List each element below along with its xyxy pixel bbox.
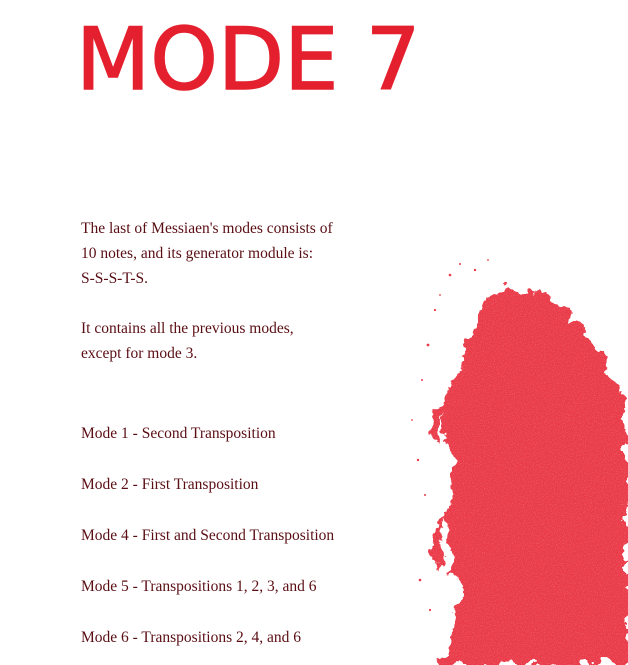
page-title: MODE 7	[76, 10, 421, 110]
intro-paragraph-2	[81, 316, 333, 366]
red-watercolor-splash	[400, 250, 628, 665]
intro-line: 10 notes, and its generator module is:	[81, 245, 314, 262]
intro-line: except for mode 3.	[81, 345, 198, 362]
list-item-mode-6: Mode 6 - Transpositions 2, 4, and 6	[81, 629, 302, 646]
intro-line: It contains all the previous modes,	[81, 320, 294, 337]
intro-paragraph-1	[81, 216, 333, 291]
intro-line: S-S-S-T-S.	[81, 270, 149, 287]
list-item-mode-4: Mode 4 - First and Second Transposition	[81, 527, 335, 544]
list-item-mode-2: Mode 2 - First Transposition	[81, 476, 259, 493]
list-item-mode-5: Mode 5 - Transpositions 1, 2, 3, and 6	[81, 578, 317, 595]
mode-list	[81, 424, 334, 665]
paragraph-gap	[81, 291, 333, 316]
intro-line: The last of Messiaen's modes consists of	[81, 220, 333, 237]
list-item-mode-1: Mode 1 - Second Transposition	[81, 425, 276, 442]
intro-text	[81, 216, 333, 366]
